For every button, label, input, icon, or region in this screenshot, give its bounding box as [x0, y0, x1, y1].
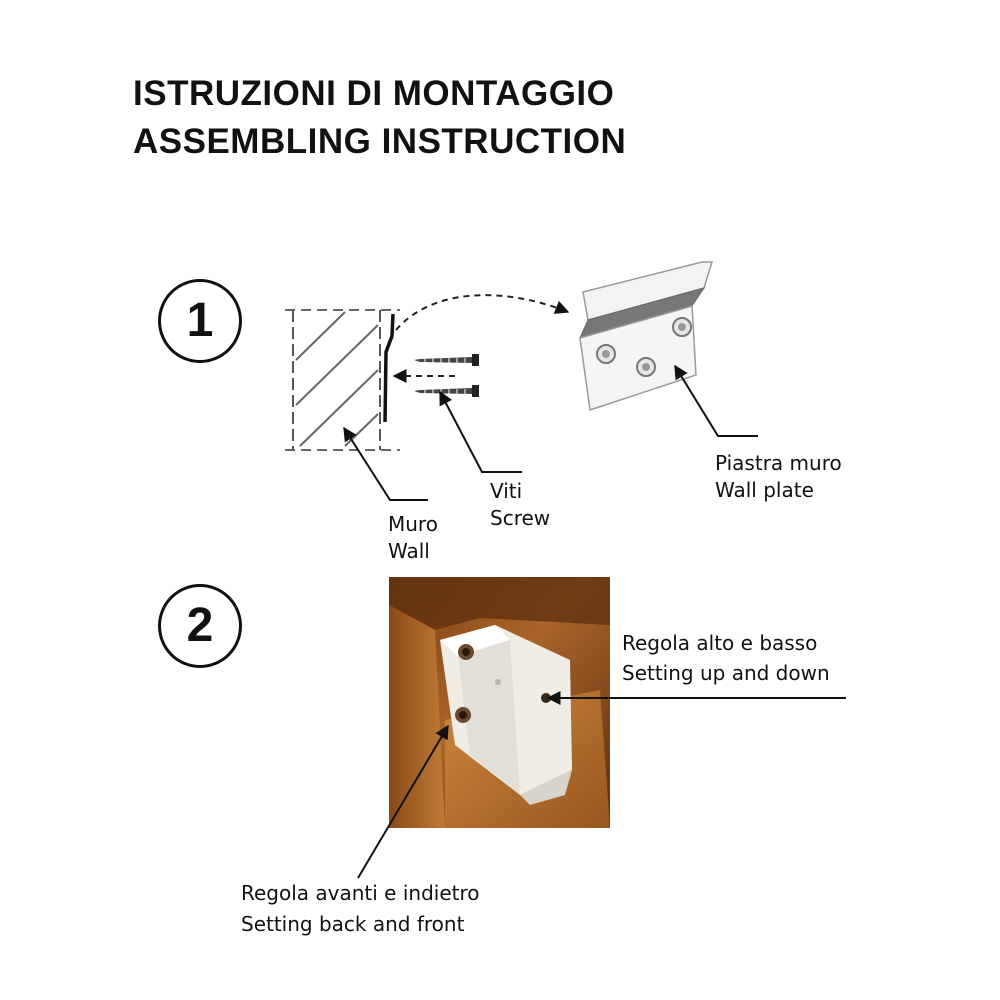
label-wall	[388, 511, 438, 565]
label-setting-back-front	[241, 878, 480, 940]
label-setting-up-down	[622, 628, 830, 688]
bracket-photo	[389, 577, 610, 828]
wall-section	[285, 310, 400, 450]
label-screw	[490, 478, 550, 532]
step-2-number: 2	[186, 599, 214, 652]
label-setting-up-down-it: Regola alto e basso	[622, 631, 818, 655]
label-wall-plate	[715, 450, 842, 504]
wall-plate-illustration	[580, 262, 712, 410]
label-setting-back-front-en: Setting back and front	[241, 912, 465, 936]
step-1-number: 1	[186, 294, 214, 347]
leader-lines-step-1	[344, 366, 758, 500]
title-italian: ISTRUZIONI DI MONTAGGIO	[133, 74, 615, 113]
label-screw-it: Viti	[490, 479, 523, 503]
label-setting-up-down-en: Setting up and down	[622, 661, 830, 685]
plate-profile	[385, 314, 393, 422]
label-wall-plate-it: Piastra muro	[715, 451, 842, 475]
screw-icon	[414, 385, 479, 397]
label-setting-back-front-it: Regola avanti e indietro	[241, 881, 480, 905]
label-wall-it: Muro	[388, 512, 438, 536]
dashed-arrow-curve	[396, 295, 568, 330]
label-screw-en: Screw	[490, 506, 551, 530]
label-wall-plate-en: Wall plate	[715, 478, 814, 502]
screw-icon	[414, 354, 479, 366]
title-english: ASSEMBLING INSTRUCTION	[133, 122, 627, 161]
label-wall-en: Wall	[388, 539, 430, 563]
